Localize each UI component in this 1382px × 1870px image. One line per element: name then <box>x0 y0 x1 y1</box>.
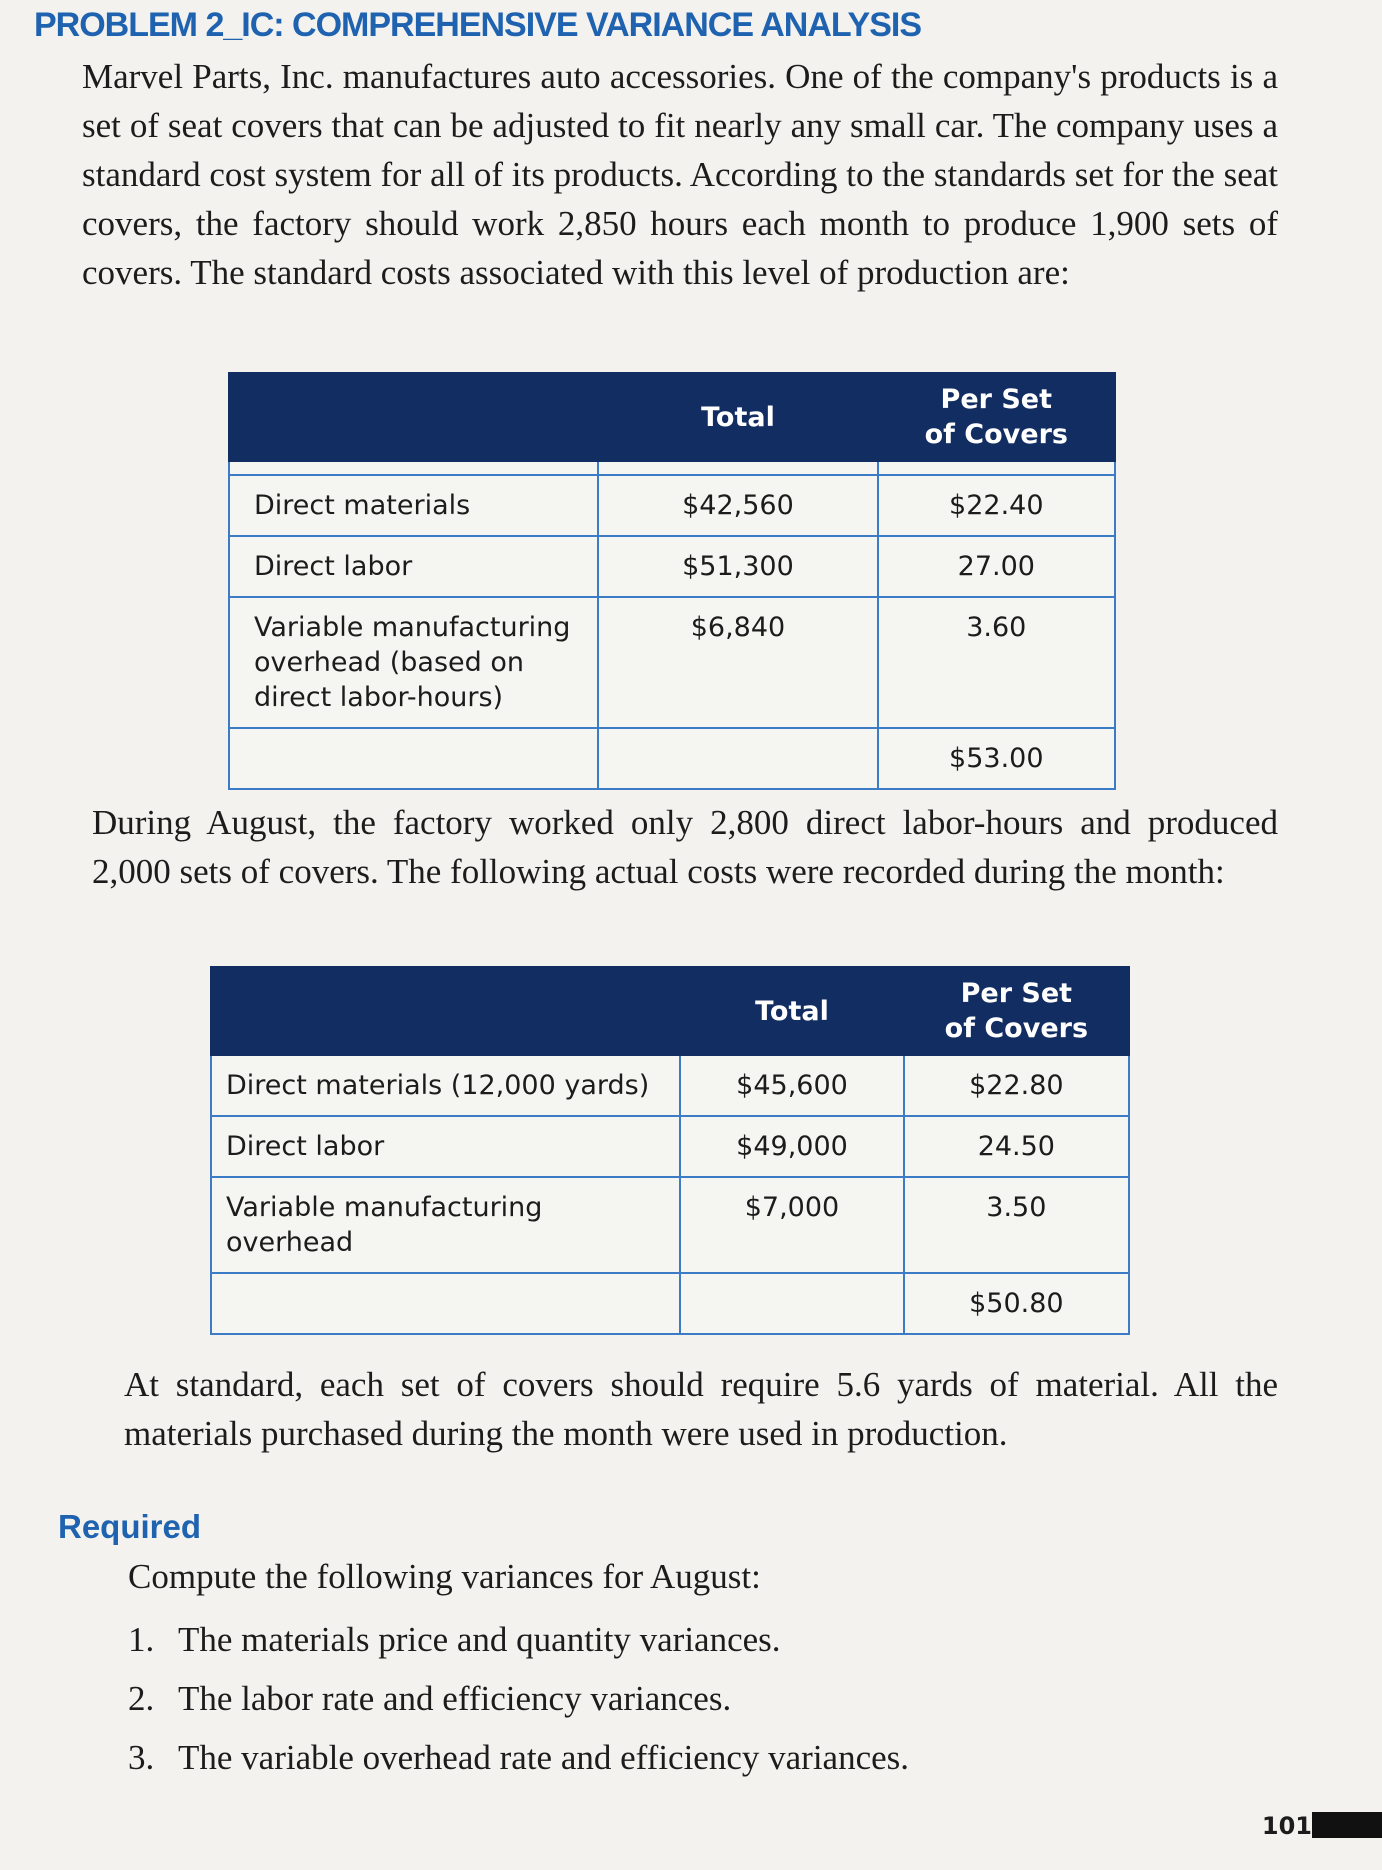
standard-cost-table <box>228 372 1116 790</box>
required-intro: Compute the following variances for August: <box>128 1557 761 1596</box>
standard-header-per-set-line2: of Covers <box>924 419 1068 450</box>
page-number: 101 <box>1261 1812 1312 1840</box>
row-label: Variable manufacturing overhead (based on direct labor-hours) <box>229 597 598 728</box>
list-item-number: 2. <box>128 1679 155 1718</box>
list-item <box>128 1728 1228 1787</box>
row-per-set: 3.60 <box>878 597 1115 728</box>
row-total: $51,300 <box>598 536 877 597</box>
standard-table-header-per-set <box>878 373 1115 461</box>
row-label-text: Variable manufacturing overhead <box>226 1192 543 1258</box>
row-total: $7,000 <box>680 1177 903 1273</box>
actual-table-total-row <box>211 1273 1129 1334</box>
table-row <box>211 1177 1129 1273</box>
total-per-set: $50.80 <box>904 1273 1129 1334</box>
total-row-total-blank <box>680 1273 903 1334</box>
row-total: $6,840 <box>598 597 877 728</box>
standard-table-header-total: Total <box>598 373 877 461</box>
actual-table-header-per-set <box>904 967 1129 1055</box>
row-label: Direct labor <box>229 536 598 597</box>
list-item-text: The labor rate and efficiency variances. <box>178 1679 732 1718</box>
standard-table-header-blank <box>229 373 598 461</box>
actual-header-per-set-line1: Per Set <box>960 978 1073 1009</box>
row-total: $49,000 <box>680 1116 903 1177</box>
standard-table-total-row <box>229 728 1115 789</box>
problem-intro-paragraph: Marvel Parts, Inc. manufactures auto accessories. One of the company's products is a set of seat covers that can be adjusted to fit nearly any small car. The company uses a standard cost system for all of its products. According to the standards set for the seat covers, the factory should work 2,850 hours each month to produce 1,900 sets of covers. The standard costs associated with this level of production are: <box>82 57 1278 292</box>
total-per-set: $53.00 <box>878 728 1115 789</box>
standard-table-spacer <box>229 461 1115 475</box>
list-item-text: The materials price and quantity variances. <box>178 1620 781 1659</box>
total-row-label-blank <box>229 728 598 789</box>
actual-table-header-blank <box>211 967 680 1055</box>
standard-header-per-set-line1: Per Set <box>940 384 1053 415</box>
list-item-number: 1. <box>128 1620 155 1659</box>
table-row <box>211 1116 1129 1177</box>
row-label <box>211 1177 680 1273</box>
row-label: Direct materials (12,000 yards) <box>211 1055 680 1116</box>
row-total: $42,560 <box>598 475 877 536</box>
august-paragraph: During August, the factory worked only 2,800 direct labor-hours and produced 2,000 sets of covers. The following actual costs were recorded during the month: <box>92 803 1278 891</box>
row-per-set: $22.80 <box>904 1055 1129 1116</box>
table-row <box>229 475 1115 536</box>
actual-table-header-total: Total <box>680 967 903 1055</box>
actual-header-per-set-line2: of Covers <box>944 1013 1089 1044</box>
list-item <box>128 1669 1228 1728</box>
row-per-set: 27.00 <box>878 536 1115 597</box>
table-row <box>229 597 1115 728</box>
list-item <box>128 1610 1228 1669</box>
actual-table-header-row <box>211 967 1129 1055</box>
row-per-set: 24.50 <box>904 1116 1129 1177</box>
list-item-number: 3. <box>128 1738 155 1777</box>
required-list <box>128 1610 1228 1787</box>
row-label: Direct materials <box>229 475 598 536</box>
page-number-bar <box>1312 1812 1382 1838</box>
row-total: $45,600 <box>680 1055 903 1116</box>
required-heading: Required <box>58 1508 202 1545</box>
total-row-label-blank <box>211 1273 680 1334</box>
row-per-set: $22.40 <box>878 475 1115 536</box>
list-item-text: The variable overhead rate and efficiency variances. <box>178 1738 910 1777</box>
standard-table-header-row <box>229 373 1115 461</box>
actual-cost-table <box>210 966 1130 1335</box>
row-label: Direct labor <box>211 1116 680 1177</box>
standard-material-note: At standard, each set of covers should require 5.6 yards of material. All the materials purchased during the month were used in production. <box>124 1365 1278 1453</box>
problem-heading: PROBLEM 2_IC: COMPREHENSIVE VARIANCE ANALYSIS <box>34 6 921 44</box>
table-row <box>229 536 1115 597</box>
total-row-total-blank <box>598 728 877 789</box>
table-row <box>211 1055 1129 1116</box>
row-per-set: 3.50 <box>904 1177 1129 1273</box>
